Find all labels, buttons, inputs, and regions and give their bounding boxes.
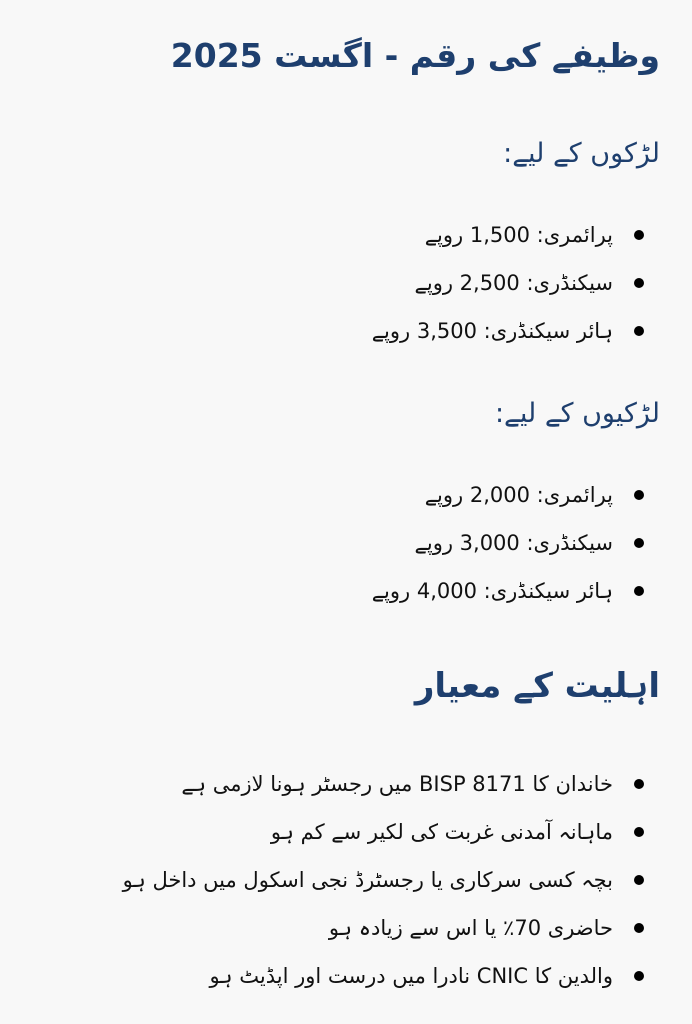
- list-item-text: بچہ کسی سرکاری یا رجسٹرڈ نجی اسکول میں داخل ہو: [122, 868, 613, 892]
- bullet-icon: [634, 538, 644, 548]
- bullet-icon: [634, 230, 644, 240]
- bullet-icon: [634, 779, 644, 789]
- boys-heading: لڑکوں کے لیے:: [503, 138, 660, 169]
- bullet-icon: [634, 875, 644, 885]
- list-item-text: خاندان کا BISP 8171 میں رجسٹر ہونا لازمی ہے: [181, 772, 613, 796]
- boys-stipend-list: [372, 211, 644, 355]
- list-item-text: سیکنڈری: 2,500 روپے: [414, 271, 613, 295]
- list-item: [372, 471, 644, 519]
- list-item-text: والدین کا CNIC نادرا میں درست اور اپڈیٹ ہو: [209, 964, 613, 988]
- list-item: [123, 904, 644, 952]
- bullet-icon: [634, 278, 644, 288]
- eligibility-list: [123, 760, 644, 1000]
- girls-heading: لڑکیوں کے لیے:: [494, 398, 660, 429]
- list-item-text: سیکنڈری: 3,000 روپے: [414, 531, 613, 555]
- list-item: [123, 856, 644, 904]
- list-item: [372, 567, 644, 615]
- list-item-text: ماہانہ آمدنی غربت کی لکیر سے کم ہو: [270, 820, 613, 844]
- bullet-icon: [634, 923, 644, 933]
- list-item: [372, 307, 644, 355]
- list-item: [372, 211, 644, 259]
- list-item: [372, 259, 644, 307]
- list-item-text: حاضری 70٪ یا اس سے زیادہ ہو: [328, 916, 613, 940]
- bullet-icon: [634, 827, 644, 837]
- eligibility-heading: اہلیت کے معیار: [414, 666, 660, 706]
- list-item-text: پرائمری: 2,000 روپے: [424, 483, 613, 507]
- list-item: [123, 808, 644, 856]
- bullet-icon: [634, 490, 644, 500]
- bullet-icon: [634, 586, 644, 596]
- list-item: [123, 760, 644, 808]
- list-item-text: پرائمری: 1,500 روپے: [424, 223, 613, 247]
- list-item-text: ہائر سیکنڈری: 3,500 روپے: [371, 319, 613, 343]
- list-item: [123, 952, 644, 1000]
- girls-stipend-list: [372, 471, 644, 615]
- bullet-icon: [634, 971, 644, 981]
- bullet-icon: [634, 326, 644, 336]
- list-item-text: ہائر سیکنڈری: 4,000 روپے: [371, 579, 613, 603]
- list-item: [372, 519, 644, 567]
- page-title: وظیفے کی رقم - اگست 2025: [170, 36, 660, 75]
